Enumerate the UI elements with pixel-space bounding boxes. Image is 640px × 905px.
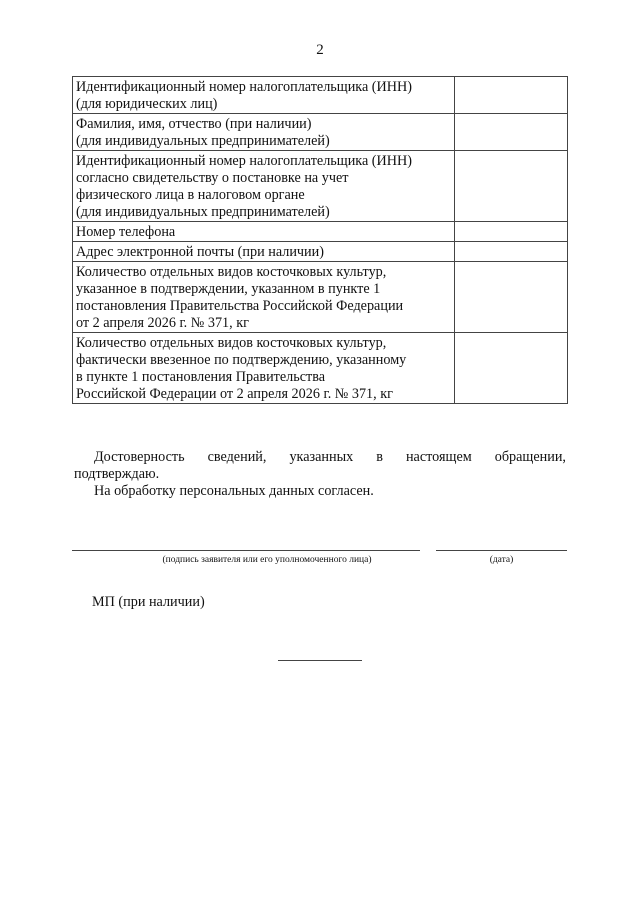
field-value-cell[interactable] bbox=[455, 333, 568, 404]
field-label-line: указанное в подтверждении, указанном в пункте 1 bbox=[76, 281, 381, 297]
table-row bbox=[73, 262, 568, 333]
confirmation-block bbox=[74, 449, 566, 500]
confirmation-word: Достоверность bbox=[94, 449, 185, 465]
field-label-line: в пункте 1 постановления Правительства bbox=[76, 369, 326, 385]
table-row bbox=[73, 333, 568, 404]
stamp-label: МП (при наличии) bbox=[92, 594, 205, 610]
field-label-line: физического лица в налоговом органе bbox=[76, 187, 305, 203]
field-label-line: (для индивидуальных предпринимателей) bbox=[76, 133, 330, 149]
table-row bbox=[73, 242, 568, 262]
field-label-cell bbox=[73, 151, 455, 222]
confirmation-word: указанных bbox=[289, 449, 354, 465]
field-value-cell[interactable] bbox=[455, 262, 568, 333]
page-number: 2 bbox=[316, 42, 324, 58]
table-row bbox=[73, 222, 568, 242]
field-label-line: фактически ввезенное по подтверждению, указанному bbox=[76, 352, 407, 368]
confirmation-line-1 bbox=[74, 449, 566, 466]
confirmation-word: обращении, bbox=[494, 449, 566, 465]
confirmation-word: сведений, bbox=[207, 449, 267, 465]
field-label-line: (для юридических лиц) bbox=[76, 96, 218, 112]
applicant-info-table bbox=[72, 76, 568, 404]
confirmation-word: настоящем bbox=[405, 449, 472, 465]
applicant-info-table-body bbox=[73, 77, 568, 404]
field-label-line: Количество отдельных видов косточковых культур, bbox=[76, 335, 387, 351]
field-label-line: Российской Федерации от 2 апреля 2026 г. № 371, кг bbox=[76, 386, 393, 402]
personal-data-consent: На обработку персональных данных согласен. bbox=[94, 483, 374, 499]
confirmation-word: в bbox=[376, 449, 383, 465]
end-of-document-rule bbox=[278, 660, 362, 661]
field-value-cell[interactable] bbox=[455, 77, 568, 114]
field-label-cell bbox=[73, 77, 455, 114]
field-label-line: Количество отдельных видов косточковых культур, bbox=[76, 264, 387, 280]
field-label-line: Номер телефона bbox=[76, 224, 176, 240]
table-row bbox=[73, 77, 568, 114]
field-value-cell[interactable] bbox=[455, 151, 568, 222]
field-label-line: постановления Правительства Российской Федерации bbox=[76, 298, 404, 314]
field-label-cell bbox=[73, 242, 455, 262]
field-label-line: Идентификационный номер налогоплательщика (ИНН) bbox=[76, 153, 412, 169]
field-label-cell bbox=[73, 333, 455, 404]
field-label-cell bbox=[73, 262, 455, 333]
field-label-line: от 2 апреля 2026 г. № 371, кг bbox=[76, 315, 249, 331]
field-label-line: Фамилия, имя, отчество (при наличии) bbox=[76, 116, 312, 132]
field-value-cell[interactable] bbox=[455, 242, 568, 262]
date-caption: (дата) bbox=[489, 555, 514, 565]
field-value-cell[interactable] bbox=[455, 114, 568, 151]
field-label-line: Идентификационный номер налогоплательщика (ИНН) bbox=[76, 79, 412, 95]
field-label-cell bbox=[73, 114, 455, 151]
signature-line bbox=[72, 550, 420, 551]
field-label-line: Адрес электронной почты (при наличии) bbox=[76, 244, 324, 260]
signature-caption: (подпись заявителя или его уполномоченного лица) bbox=[162, 555, 372, 565]
table-row bbox=[73, 114, 568, 151]
field-label-line: согласно свидетельству о постановке на учет bbox=[76, 170, 349, 186]
table-row bbox=[73, 151, 568, 222]
field-value-cell[interactable] bbox=[455, 222, 568, 242]
date-line bbox=[436, 550, 567, 551]
field-label-line: (для индивидуальных предпринимателей) bbox=[76, 204, 330, 220]
field-label-cell bbox=[73, 222, 455, 242]
confirmation-line-2: подтверждаю. bbox=[74, 466, 160, 482]
